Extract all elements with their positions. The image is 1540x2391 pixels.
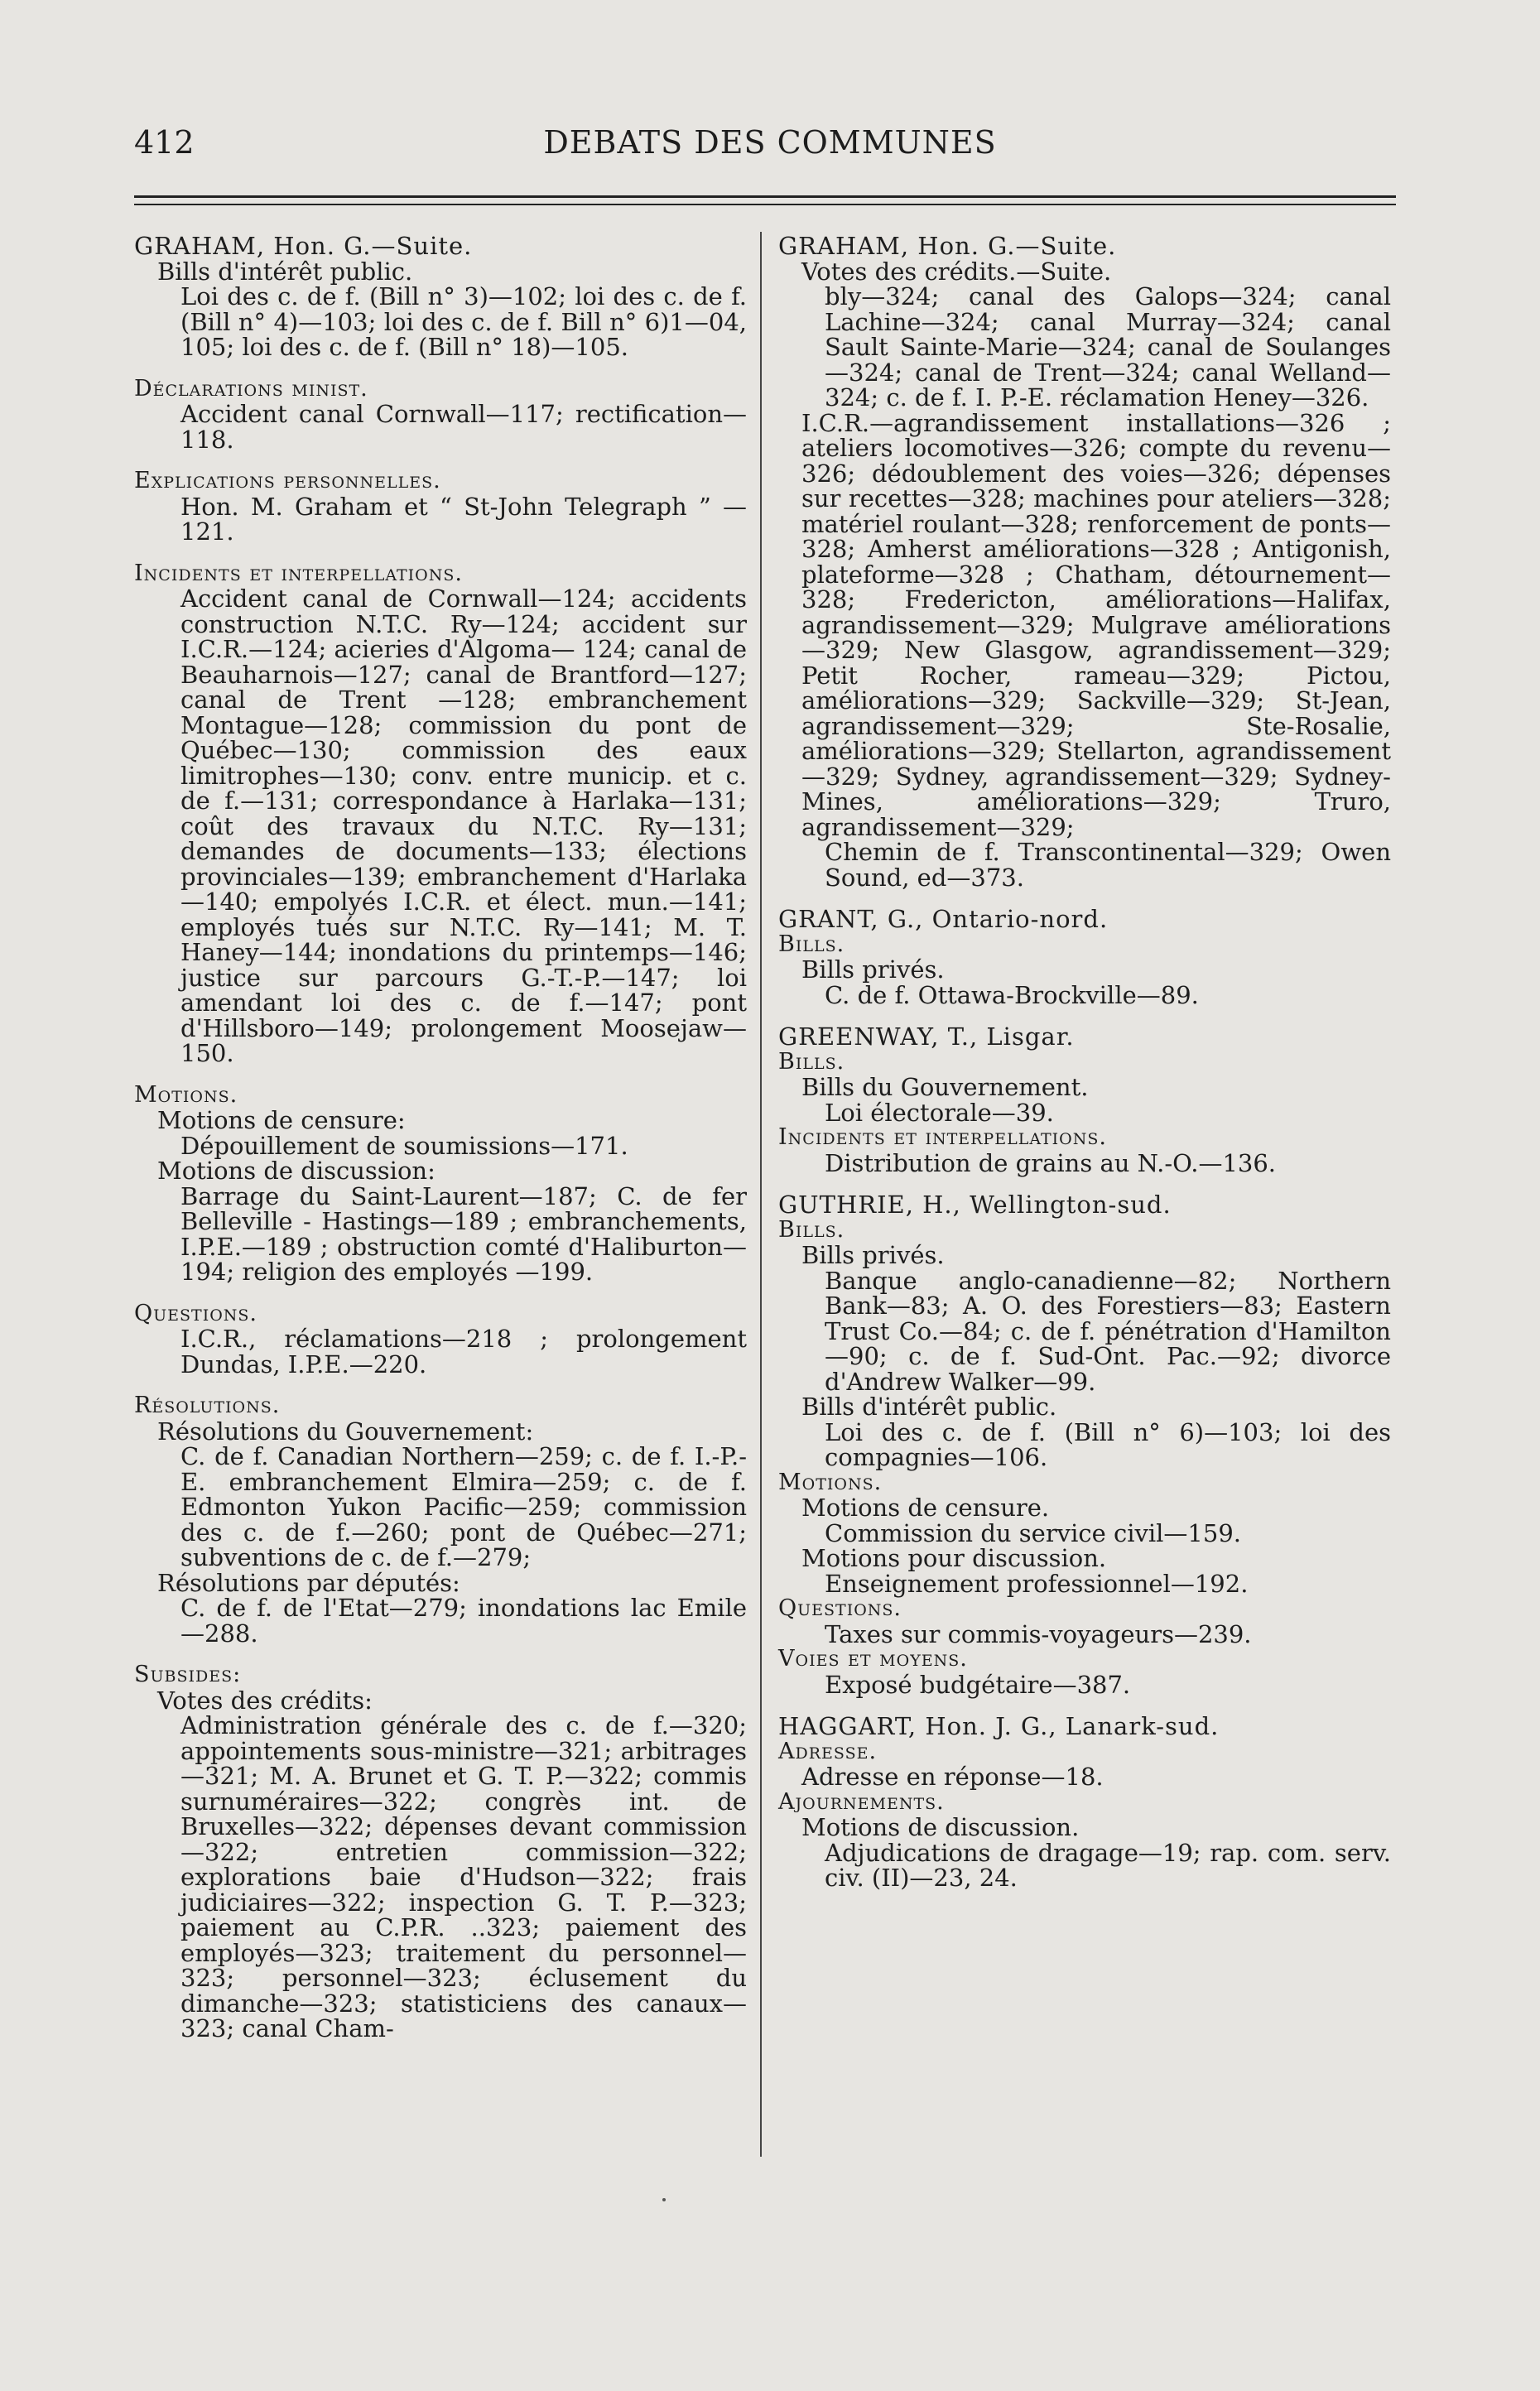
index-entry: C. de f. de l'Etat—279; inondations lac Emile—288.	[180, 1594, 747, 1648]
section-heading: Résolutions.	[134, 1393, 281, 1418]
index-entry: Enseignement professionnel—192.	[825, 1569, 1249, 1598]
entry-spacer	[778, 1008, 1391, 1024]
index-entry: Taxes sur commis-voyageurs—239.	[825, 1619, 1252, 1648]
index-entry: Chemin de f. Transcontinental—329; Owen Sound, ed—373.	[825, 838, 1391, 892]
index-entry: Loi des c. de f. (Bill n° 3)—102; loi des c. de f. (Bill n° 4)—103; loi des c. de f. Bill n° 6)1—04, 105; loi des c. de f. (Bill n° 18)—105.	[180, 282, 747, 361]
section-heading: Voies et moyens.	[778, 1646, 968, 1672]
section-heading: Bills.	[778, 1048, 845, 1075]
section-heading: Adresse.	[778, 1738, 878, 1764]
section-heading: Déclarations minist.	[134, 375, 368, 402]
column-divider	[760, 232, 762, 2157]
member-name: GRAHAM, Hon. G.—Suite.	[778, 232, 1117, 260]
member-name: GRANT, G., Ontario-nord.	[778, 905, 1109, 933]
index-entry: Votes des crédits.—Suite.	[801, 257, 1112, 286]
index-entry: I.C.R.—agrandissement installations—326 ; ateliers locomotives—326; compte du revenu—326; dédoublement des voies—326; dépenses sur recettes—328; machines pour ateliers—328; matériel roulant—328; renforcement de ponts—328; Amherst améliorations—328 ; Antigonish, plateforme—328 ; Chatham, détournement—328; Fredericton, améliorations—Halifax, agrandissement—329; Mulgrave améliorations—329; New Glasgow, agrandissement—329; Petit Rocher, rameau—329; Pictou, améliorations—329; Sackville—329; St-Jean, agrandissement—329; Ste-Rosalie, améliorations—329; Stellarton, agrandissement—329; Sydney, agrandissement—329; Sydney-Mines, améliorations—329; Truro, agrandissement—329;	[801, 408, 1391, 841]
index-entry: C. de f. Canadian Northern—259; c. de f. I.-P.-E. embranchement Elmira—259; c. de f. Edmonton Yukon Pacific—259; commission des c. de f.—260; pont de Québec—271; subventions de c. de f.—279;	[180, 1442, 747, 1571]
entry-spacer	[134, 1285, 747, 1301]
index-entry: Résolutions par députés:	[157, 1568, 460, 1597]
header-rule-secondary	[134, 204, 1396, 205]
index-entry: Motions de discussion:	[157, 1157, 436, 1185]
section-heading: Ajournements.	[778, 1788, 945, 1815]
index-entry: Bills d'intérêt public.	[157, 257, 413, 286]
running-head: DEBATS DES COMMUNES	[543, 124, 997, 161]
index-entry: Loi électorale—39.	[825, 1098, 1054, 1127]
index-entry: I.C.R., réclamations—218 ; prolongement Dundas, I.P.E.—220.	[180, 1325, 747, 1378]
print-speck	[662, 2198, 666, 2201]
index-entry: Accident canal Cornwall—117; rectification—118.	[180, 400, 747, 454]
index-entry: Motions de discussion.	[801, 1813, 1080, 1841]
index-entry: Motions de censure.	[801, 1494, 1050, 1522]
index-entry: Hon. M. Graham et “ St-John Telegraph ” —121.	[180, 492, 747, 546]
index-entry: Administration générale des c. de f.—320; appointements sous-ministre—321; arbitrages—321; M. A. Brunet et G. T. P.—322; commis surnuméraires—322; congrès int. de Bruxelles—322; dépenses devant commission—322; entretien commission—322; explorations baie d'Hudson—322; frais judiciaires—322; inspection G. T. P.—323; paiement au C.P.R. ..323; paiement des employés—323; traitement du personnel—323; personnel—323; éclusement du dimanche—323; statisticiens des canaux—323; canal Cham-	[180, 1711, 747, 2042]
index-entry: Bills privés.	[801, 1241, 945, 1269]
index-entry: Motions de censure:	[157, 1106, 406, 1134]
index-entry: Votes des crédits:	[157, 1686, 373, 1715]
page-number: 412	[134, 124, 195, 161]
right-column	[778, 233, 1391, 1891]
member-name: GUTHRIE, H., Wellington-sud.	[778, 1191, 1172, 1219]
index-entry: Dépouillement de soumissions—171.	[180, 1131, 628, 1160]
entry-spacer	[134, 1646, 747, 1662]
section-heading: Bills.	[778, 931, 845, 957]
index-entry: Accident canal de Cornwall—124; accidents construction N.T.C. Ry—124; accident sur I.C.R.—124; acieries d'Algoma— 124; canal de Beauharnois—127; canal de Brantford—127; canal de Trent —128; embranchement Montague—128; commission du pont de Québec—130; commission des eaux limitrophes—130; conv. entre municip. et c. de f.—131; correspondance à Harlaka—131; coût des travaux du N.T.C. Ry—131; demandes de documents—133; élections provinciales—139; embranchement d'Harlaka—140; empolyés I.C.R. et élect. mun.—141; employés tués sur N.T.C. Ry—141; M. T. Haney—144; inondations du printemps—146; justice sur parcours G.-T.-P.—147; loi amendant loi des c. de f.—147; pont d'Hillsboro—149; prolongement Moosejaw—150.	[180, 585, 747, 1067]
index-entry: Bills du Gouvernement.	[801, 1073, 1089, 1101]
index-entry: Adresse en réponse—18.	[801, 1763, 1104, 1791]
index-entry: Motions pour discussion.	[801, 1544, 1107, 1572]
entry-spacer	[778, 890, 1391, 907]
index-entry: C. de f. Ottawa-Brockville—89.	[825, 980, 1199, 1009]
index-entry: Résolutions du Gouvernement:	[157, 1417, 534, 1446]
member-name: HAGGART, Hon. J. G., Lanark-sud.	[778, 1712, 1220, 1740]
entry-spacer	[778, 1697, 1391, 1714]
entry-spacer	[134, 545, 747, 561]
entry-spacer	[134, 1066, 747, 1083]
index-entry: Adjudications de dragage—19; rap. com. serv. civ. (II)—23, 24.	[825, 1838, 1391, 1892]
index-entry: Banque anglo-canadienne—82; Northern Bank—83; A. O. des Forestiers—83; Eastern Trust Co.—84; c. de f. pénétration d'Hamilton—90; c. de f. Sud-Ont. Pac.—92; divorce d'Andrew Walker—99.	[825, 1266, 1391, 1396]
entry-spacer	[134, 452, 747, 469]
section-heading: Questions.	[778, 1595, 902, 1621]
section-heading: Incidents et interpellations.	[778, 1124, 1107, 1150]
index-entry: Loi des c. de f. (Bill n° 6)—103; loi des compagnies—106.	[825, 1417, 1391, 1471]
header-rule	[134, 195, 1396, 198]
entry-spacer	[134, 360, 747, 377]
section-heading: Incidents et interpellations.	[134, 560, 463, 586]
left-column	[134, 233, 747, 2042]
index-entry: Bills privés.	[801, 955, 945, 984]
section-heading: Motions.	[134, 1081, 238, 1108]
member-name: GREENWAY, T., Lisgar.	[778, 1022, 1075, 1051]
index-entry: Exposé budgétaire—387.	[825, 1670, 1131, 1699]
index-entry: Bills d'intérêt public.	[801, 1393, 1057, 1421]
section-heading: Bills.	[778, 1216, 845, 1243]
section-heading: Motions.	[778, 1469, 883, 1495]
entry-spacer	[778, 1176, 1391, 1192]
section-heading: Explications personnelles.	[134, 468, 441, 493]
member-name: GRAHAM, Hon. G.—Suite.	[134, 232, 473, 260]
entry-spacer	[134, 1377, 747, 1393]
index-entry: Barrage du Saint-Laurent—187; C. de fer Belleville - Hastings—189 ; embranchements, I.P.E.—189 ; obstruction comté d'Haliburton—194; religion des employés —199.	[180, 1181, 747, 1286]
index-entry: bly—324; canal des Galops—324; canal Lachine—324; canal Murray—324; canal Sault Sainte-Marie—324; canal de Soulanges—324; canal de Trent—324; canal Welland—324; c. de f. I. P.-E. réclamation Heney—326.	[825, 282, 1391, 411]
section-heading: Questions.	[134, 1300, 258, 1326]
index-entry: Distribution de grains au N.-O.—136.	[825, 1148, 1277, 1177]
section-heading: Subsides:	[134, 1662, 242, 1687]
index-entry: Commission du service civil—159.	[825, 1518, 1241, 1547]
